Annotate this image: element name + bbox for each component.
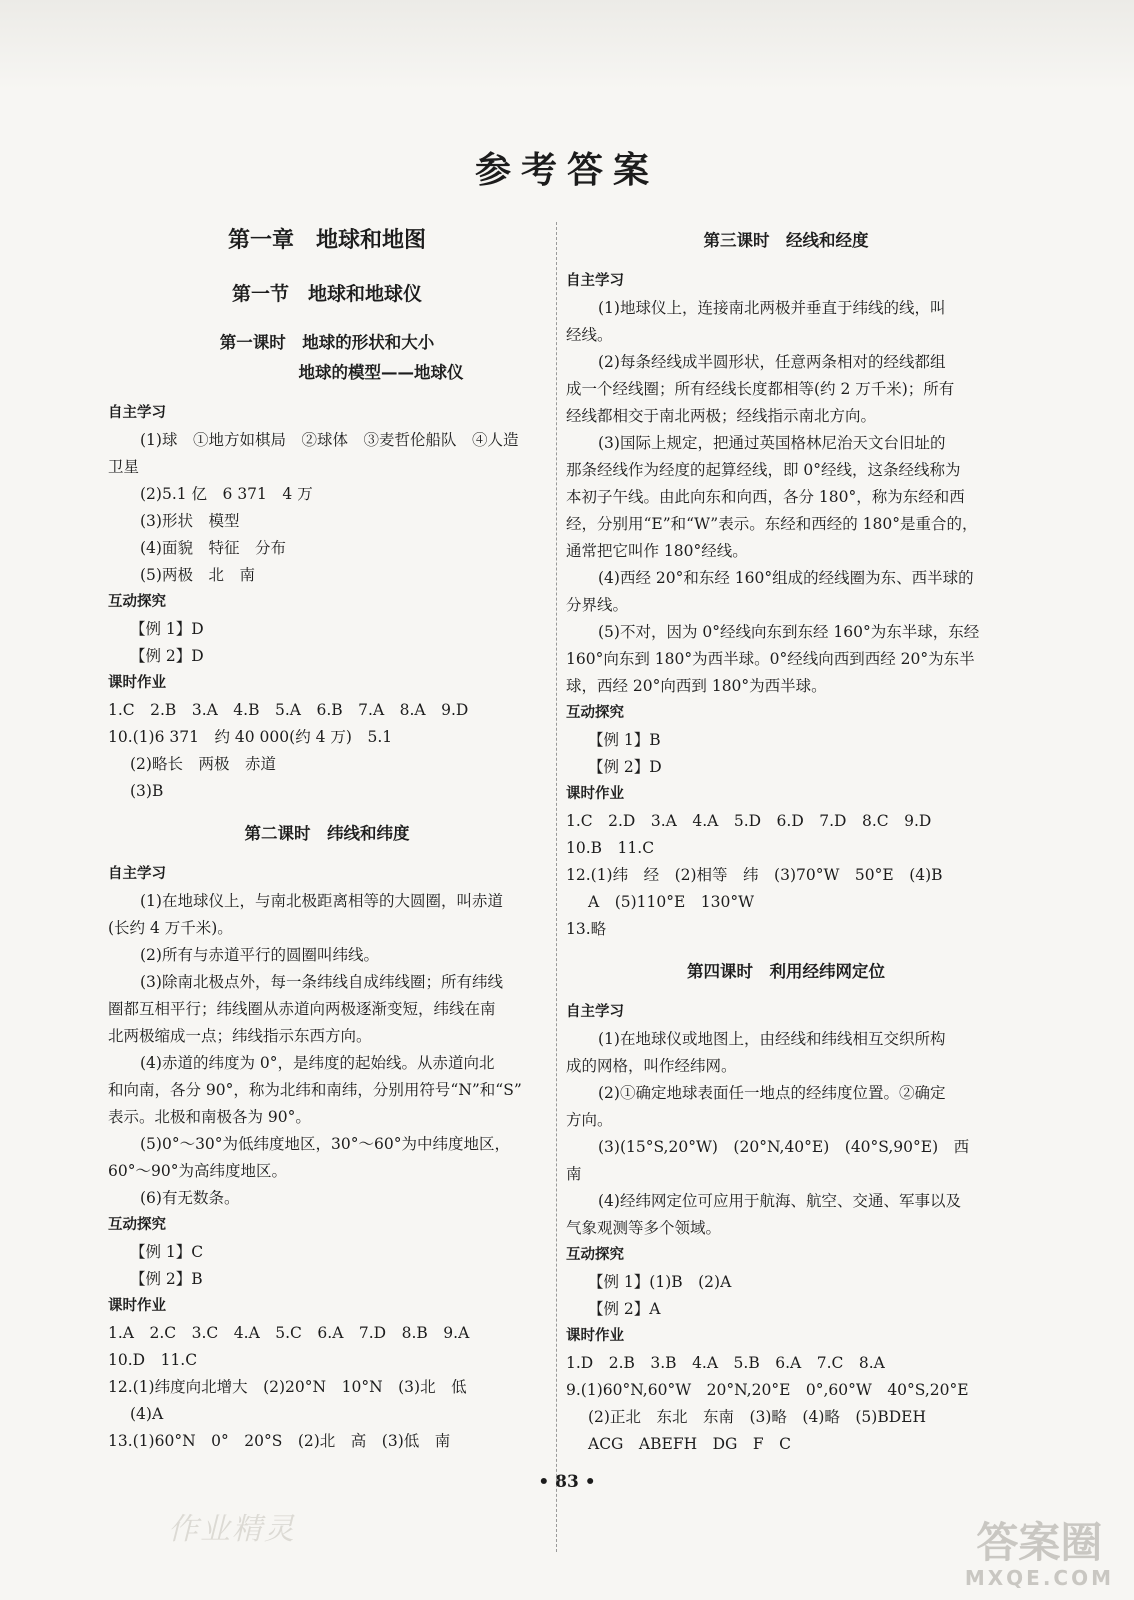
- answer-line: 表示。北极和南极各为 90°。: [108, 1108, 311, 1126]
- watermark-logo: [965, 1520, 1114, 1590]
- answer-line: (6)有无数条。: [140, 1189, 240, 1207]
- page-number: • 83 •: [538, 1472, 596, 1492]
- example-answer: 【例 1】C: [130, 1243, 204, 1261]
- answer-line: 10.(1)6 371 约 40 000(约 4 万) 5.1: [108, 728, 393, 746]
- answer-line: 13.略: [566, 920, 607, 938]
- l1-interactive-heading: 互动探究: [108, 594, 166, 610]
- answer-line: (2)所有与赤道平行的圆圈叫纬线。: [140, 946, 379, 964]
- example-answer: 【例 2】D: [588, 758, 662, 776]
- l2-homework-heading: 课时作业: [108, 1298, 166, 1314]
- watermark-logo-title: 答案圈: [976, 1518, 1103, 1567]
- answer-line: 1.C 2.B 3.A 4.B 5.A 6.B 7.A 8.A 9.D: [108, 701, 469, 719]
- answer-line: 1.A 2.C 3.C 4.A 5.C 6.A 7.D 8.B 9.A: [108, 1324, 470, 1342]
- answer-line: (3)B: [130, 782, 164, 800]
- answer-line: 经，分别用“E”和“W”表示。东经和西经的 180°是重合的，: [566, 515, 978, 533]
- l4-interactive-heading: 互动探究: [566, 1247, 624, 1263]
- answer-line: (4)西经 20°和东经 160°组成的经线圈为东、西半球的: [598, 569, 974, 587]
- answer-line: 1.D 2.B 3.B 4.A 5.B 6.A 7.C 8.A: [566, 1354, 885, 1372]
- answer-line: (1)在地球仪上，与南北极距离相等的大圆圈，叫赤道: [140, 892, 503, 910]
- answer-line: 60°～90°为高纬度地区。: [108, 1162, 287, 1180]
- lesson4-heading-wrap: [566, 957, 1006, 987]
- answer-line: 通常把它叫作 180°经线。: [566, 542, 748, 560]
- answer-line: 本初子午线。由此向东和向西，各分 180°，称为东经和西: [566, 488, 965, 506]
- answer-line: 卫星: [108, 458, 140, 476]
- answer-line: (3)除南北极点外，每一条纬线自成纬线圈；所有纬线: [140, 973, 503, 991]
- example-answer: 【例 1】(1)B (2)A: [588, 1273, 732, 1291]
- answer-line: 气象观测等多个领域。: [566, 1219, 722, 1237]
- watermark-text: 作业精灵: [168, 1512, 296, 1547]
- l2-self-study-heading: 自主学习: [108, 866, 166, 882]
- answer-line: (5)两极 北 南: [140, 566, 255, 584]
- example-answer: 【例 2】B: [130, 1270, 203, 1288]
- answer-line: (5)不对，因为 0°经线向东到东经 160°为东半球，东经: [598, 623, 980, 641]
- answer-line: 方向。: [566, 1111, 613, 1129]
- answer-line: (1)在地球仪或地图上，由经线和纬线相互交织所构: [598, 1030, 946, 1048]
- l3-self-study-heading: 自主学习: [566, 273, 624, 289]
- l4-self-study-heading: 自主学习: [566, 1004, 624, 1020]
- answer-line: (2)5.1 亿 6 371 4 万: [140, 485, 313, 503]
- answer-line: 圈都互相平行；纬线圈从赤道向两极逐渐变短，纬线在南: [108, 1000, 496, 1018]
- answer-line: (4)经纬网定位可应用于航海、航空、交通、军事以及: [598, 1192, 961, 1210]
- answer-line: 经线。: [566, 326, 613, 344]
- answer-line: 球，西经 20°向西到 180°为西半球。: [566, 677, 827, 695]
- l1-homework-heading: 课时作业: [108, 675, 166, 691]
- answer-line: (2)每条经线成半圆形状，任意两条相对的经线都组: [598, 353, 946, 371]
- right-column: [566, 222, 1006, 1458]
- column-divider: [556, 222, 557, 1552]
- answer-line: 成一个经线圈；所有经线长度都相等(约 2 万千米)；所有: [566, 380, 955, 398]
- lesson2-heading-wrap: [108, 819, 546, 849]
- chapter-heading: 第一章 地球和地图: [227, 228, 426, 253]
- example-answer: 【例 1】D: [130, 620, 204, 638]
- answer-line: 成的网格，叫作经纬网。: [566, 1057, 737, 1075]
- left-column: [108, 222, 546, 1455]
- l1-self-study-heading: 自主学习: [108, 405, 166, 421]
- lesson2-heading: 第二课时 纬线和纬度: [244, 824, 410, 843]
- lesson3-heading-wrap: [566, 226, 1006, 256]
- example-answer: 【例 1】B: [588, 731, 661, 749]
- page-title: 参考答案: [474, 150, 659, 191]
- answer-line: A (5)110°E 130°W: [588, 893, 755, 911]
- answer-line: 9.(1)60°N,60°W 20°N,20°E 0°,60°W 40°S,20°E: [566, 1381, 969, 1399]
- section-heading: 第一节 地球和地球仪: [231, 283, 422, 305]
- answer-line: (1)球 ①地方如棋局 ②球体 ③麦哲伦船队 ④人造: [140, 431, 519, 449]
- lesson1-heading-line2: 地球的模型——地球仪: [298, 363, 464, 382]
- l3-homework-heading: 课时作业: [566, 786, 624, 802]
- answer-line: (2)正北 东北 东南 (3)略 (4)略 (5)BDEH: [588, 1408, 926, 1426]
- scan-shading: [0, 0, 1134, 90]
- l2-interactive-heading: 互动探究: [108, 1217, 166, 1233]
- answer-line: (长约 4 万千米)。: [108, 919, 233, 937]
- answer-line: 10.D 11.C: [108, 1351, 198, 1369]
- answer-line: 1.C 2.D 3.A 4.A 5.D 6.D 7.D 8.C 9.D: [566, 812, 932, 830]
- lesson3-heading: 第三课时 经线和经度: [703, 231, 869, 250]
- answer-line: (3)(15°S,20°W) (20°N,40°E) (40°S,90°E) 西: [598, 1138, 970, 1156]
- answer-line: 10.B 11.C: [566, 839, 655, 857]
- answer-line: (3)形状 模型: [140, 512, 240, 530]
- answer-line: (2)①确定地球表面任一地点的经纬度位置。②确定: [598, 1084, 946, 1102]
- answer-line: 12.(1)纬 经 (2)相等 纬 (3)70°W 50°E (4)B: [566, 866, 943, 884]
- l4-homework-heading: 课时作业: [566, 1328, 624, 1344]
- watermark-logo-url: MXQE.COM: [964, 1566, 1114, 1590]
- answer-line: 13.(1)60°N 0° 20°S (2)北 高 (3)低 南: [108, 1432, 451, 1450]
- answer-line: (3)国际上规定，把通过英国格林尼治天文台旧址的: [598, 434, 946, 452]
- answer-line: 北两极缩成一点；纬线指示东西方向。: [108, 1027, 372, 1045]
- answer-line: (4)面貌 特征 分布: [140, 539, 286, 557]
- answer-line: 南: [566, 1165, 582, 1183]
- lesson1-heading: [108, 328, 546, 388]
- answer-line: ACG ABEFH DG F C: [588, 1435, 792, 1453]
- l3-interactive-heading: 互动探究: [566, 705, 624, 721]
- answer-line: (4)A: [130, 1405, 164, 1423]
- answer-line: (4)赤道的纬度为 0°，是纬度的起始线。从赤道向北: [140, 1054, 495, 1072]
- answer-line: 经线都相交于南北两极；经线指示南北方向。: [566, 407, 877, 425]
- answer-line: 那条经线作为经度的起算经线，即 0°经线，这条经线称为: [566, 461, 961, 479]
- answer-line: (2)略长 两极 赤道: [130, 755, 276, 773]
- answer-line: 12.(1)纬度向北增大 (2)20°N 10°N (3)北 低: [108, 1378, 467, 1396]
- lesson1-heading-line1: 第一课时 地球的形状和大小: [219, 333, 435, 352]
- answer-line: 160°向东到 180°为西半球。0°经线向西到西经 20°为东半: [566, 650, 975, 668]
- answer-line: 分界线。: [566, 596, 629, 614]
- lesson4-heading: 第四课时 利用经纬网定位: [687, 962, 885, 981]
- answer-line: (1)地球仪上，连接南北两极并垂直于纬线的线，叫: [598, 299, 946, 317]
- example-answer: 【例 2】D: [130, 647, 204, 665]
- example-answer: 【例 2】A: [588, 1300, 661, 1318]
- answer-line: (5)0°～30°为低纬度地区，30°～60°为中纬度地区，: [140, 1135, 510, 1153]
- answer-line: 和向南，各分 90°，称为北纬和南纬，分别用符号“N”和“S”: [108, 1081, 522, 1099]
